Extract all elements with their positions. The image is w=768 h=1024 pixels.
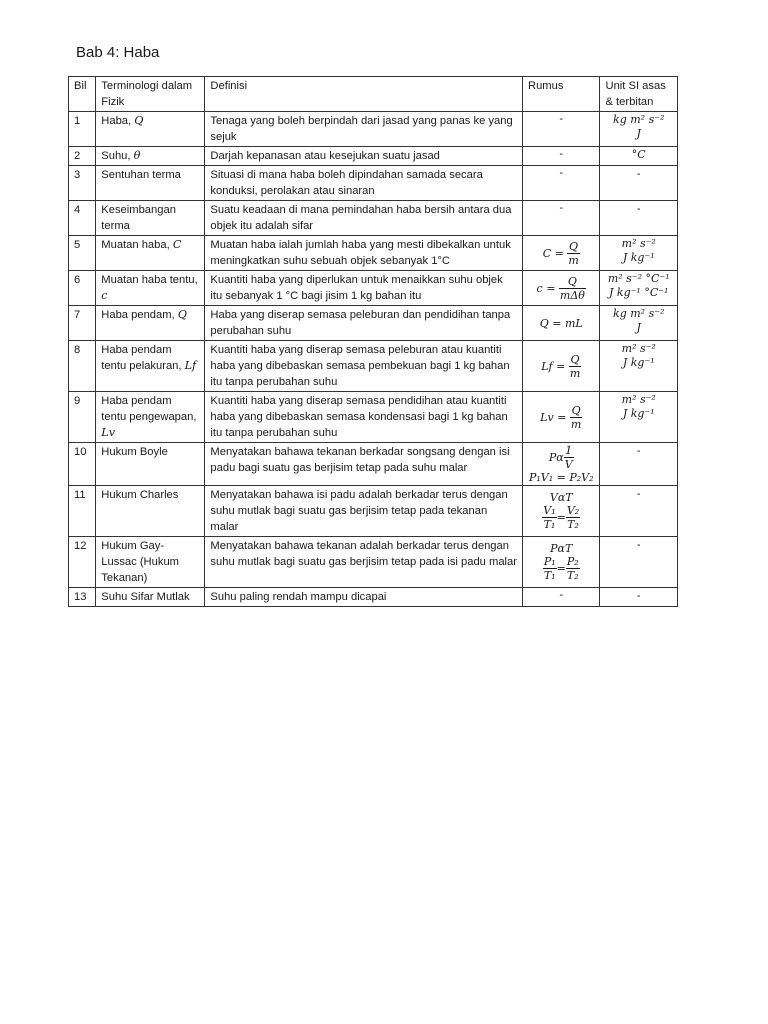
row-formula (523, 271, 600, 306)
header-term: Terminologi dalam Fizik (96, 77, 205, 112)
fraction (564, 444, 574, 471)
fraction-numerator: Q (559, 275, 586, 289)
fraction-denominator: m (569, 366, 581, 380)
term-text: Haba pendam tentu pelakuran, (101, 344, 185, 372)
formula-line (528, 444, 594, 471)
table-row (69, 443, 678, 486)
header-def: Definisi (205, 77, 523, 112)
fraction-denominator: T₂ (566, 569, 579, 582)
fraction-numerator: V₂ (566, 504, 580, 517)
fraction (566, 555, 580, 582)
unit-line: - (636, 445, 641, 457)
fraction-numerator: Q (570, 352, 580, 366)
term-text: Haba pendam tentu pengewapan, (101, 395, 197, 423)
term-symbol: θ (133, 149, 141, 162)
row-unit (600, 486, 678, 537)
term-symbol: Q (134, 114, 144, 127)
row-unit (600, 537, 678, 588)
term-text: Haba pendam, (101, 309, 178, 321)
fraction (542, 504, 556, 531)
unit-line: - (636, 203, 641, 215)
row-definition: Tenaga yang boleh berpindah dari jasad yang panas ke yang sejuk (205, 112, 523, 147)
header-unit: Unit SI asas & terbitan (600, 77, 678, 112)
row-definition: Kuantiti haba yang diperlukan untuk menaikkan suhu objek itu sebanyak 1 °C bagi jisim 1 kg bahan itu (205, 271, 523, 306)
unit-line: J (636, 127, 641, 140)
row-term (96, 112, 205, 147)
fraction (559, 275, 586, 302)
row-term (96, 236, 205, 271)
row-number: 13 (69, 588, 96, 607)
table-row (69, 341, 678, 392)
term-text: Muatan haba, (101, 239, 173, 251)
row-term (96, 201, 205, 236)
row-formula (523, 537, 600, 588)
row-formula: Q = mL (523, 306, 600, 341)
row-term (96, 166, 205, 201)
unit-line: J kg⁻¹ °C⁻¹ (609, 286, 669, 299)
row-definition: Haba yang diserap semasa peleburan dan pendidihan tanpa perubahan suhu (205, 306, 523, 341)
term-symbol: Lf (184, 359, 197, 372)
row-formula: - (523, 166, 600, 201)
unit-line: - (636, 168, 641, 180)
row-unit (600, 392, 678, 443)
fraction (566, 504, 580, 531)
table-row (69, 271, 678, 306)
unit-line: - (636, 488, 641, 500)
fraction-numerator: P₁ (543, 555, 556, 568)
term-text: Keseimbangan terma (101, 204, 176, 232)
fraction-numerator: Q (571, 403, 581, 417)
fraction (567, 240, 579, 267)
table-row (69, 306, 678, 341)
row-unit (600, 236, 678, 271)
fraction (543, 555, 557, 582)
formula-line: P₁V₁ = P₂V₂ (528, 471, 594, 484)
table-row (69, 236, 678, 271)
row-formula: - (523, 588, 600, 607)
table-row (69, 537, 678, 588)
row-unit (600, 166, 678, 201)
page-title: Bab 4: Haba (76, 44, 160, 61)
unit-line: kg m² s⁻² (613, 307, 665, 320)
formula-lhs: Pα (548, 451, 564, 464)
row-definition: Situasi di mana haba boleh dipindahan samada secara konduksi, perolakan atau sinaran (205, 166, 523, 201)
unit-line: m² s⁻² °C⁻¹ (607, 272, 670, 285)
unit-line: m² s⁻² (621, 237, 656, 250)
row-formula (523, 392, 600, 443)
unit-line: J kg⁻¹ (622, 251, 655, 264)
row-number: 10 (69, 443, 96, 486)
row-formula: - (523, 147, 600, 166)
row-definition: Darjah kepanasan atau kesejukan suatu jasad (205, 147, 523, 166)
row-number: 8 (69, 341, 96, 392)
header-bil: Bil (69, 77, 96, 112)
row-unit (600, 201, 678, 236)
formula-lhs: Lf = (541, 359, 569, 373)
heat-terminology-table (68, 76, 678, 607)
header-rumus: Rumus (523, 77, 600, 112)
term-symbol: Lv (101, 426, 116, 439)
unit-line: J kg⁻¹ (622, 407, 655, 420)
row-formula (523, 486, 600, 537)
row-definition: Menyatakan bahawa tekanan berkadar songsang dengan isi padu bagi suatu gas berjisim tetap pada suhu malar (205, 443, 523, 486)
row-formula: - (523, 112, 600, 147)
table-row (69, 166, 678, 201)
row-number: 9 (69, 392, 96, 443)
row-number: 7 (69, 306, 96, 341)
formula-lhs: c = (536, 281, 559, 295)
table-row (69, 588, 678, 607)
row-formula: - (523, 201, 600, 236)
fraction-numerator: Q (569, 239, 579, 253)
table-row (69, 392, 678, 443)
table-row (69, 201, 678, 236)
term-text: Suhu Sifar Mutlak (101, 591, 190, 603)
row-number: 2 (69, 147, 96, 166)
formula-line (528, 555, 594, 582)
row-unit (600, 306, 678, 341)
row-definition: Kuantiti haba yang diserap semasa pendidihan atau kuantiti haba yang dibebaskan semasa kondensasi bagi 1 kg bahan itu tanpa perubahan suhu (205, 392, 523, 443)
unit-line: kg m² s⁻² (613, 113, 665, 126)
table-row (69, 112, 678, 147)
row-term (96, 443, 205, 486)
row-unit (600, 112, 678, 147)
fraction-denominator: mΔθ (559, 288, 585, 302)
formula-line: VαT (549, 491, 573, 504)
fraction-denominator: T₁ (543, 518, 556, 531)
row-formula (523, 236, 600, 271)
unit-line: J kg⁻¹ (622, 356, 655, 369)
row-term (96, 271, 205, 306)
term-symbol: Q (177, 308, 187, 321)
row-number: 3 (69, 166, 96, 201)
row-term (96, 341, 205, 392)
row-term (96, 486, 205, 537)
fraction-denominator: m (570, 417, 582, 431)
row-definition: Menyatakan bahawa tekanan adalah berkadar terus dengan suhu mutlak bagi suatu gas berjisim tetap pada isi padu malar (205, 537, 523, 588)
unit-line: m² s⁻² (621, 393, 656, 406)
term-text: Hukum Boyle (101, 446, 168, 458)
term-text: Hukum Gay-Lussac (Hukum Tekanan) (101, 540, 179, 584)
unit-line: °C (631, 148, 646, 161)
row-unit (600, 341, 678, 392)
row-definition: Suhu paling rendah mampu dicapai (205, 588, 523, 607)
row-unit (600, 443, 678, 486)
row-unit (600, 147, 678, 166)
fraction-denominator: m (568, 253, 579, 267)
unit-line: J (636, 321, 641, 334)
term-text: Haba, (101, 115, 135, 127)
unit-line: m² s⁻² (621, 342, 656, 355)
row-term (96, 147, 205, 166)
row-definition: Suatu keadaan di mana pemindahan haba bersih antara dua objek itu adalah sifar (205, 201, 523, 236)
formula-equals: = (556, 562, 566, 575)
fraction (569, 353, 581, 380)
row-unit (600, 271, 678, 306)
row-number: 11 (69, 486, 96, 537)
fraction-numerator: P₂ (566, 555, 579, 568)
formula-lhs: Lv = (540, 410, 570, 424)
fraction-denominator: T₁ (543, 569, 556, 582)
row-definition: Menyatakan bahawa isi padu adalah berkadar terus dengan suhu mutlak bagi suatu gas berjisim tetap pada tekanan malar (205, 486, 523, 537)
term-text: Muatan haba tentu, (101, 274, 198, 286)
unit-line: - (636, 590, 641, 602)
fraction-denominator: V (564, 458, 573, 471)
formula-line: PαT (550, 542, 573, 555)
row-term (96, 306, 205, 341)
fraction-numerator: 1 (565, 444, 573, 457)
row-unit (600, 588, 678, 607)
row-term (96, 588, 205, 607)
row-formula (523, 443, 600, 486)
term-text: Hukum Charles (101, 489, 179, 501)
row-number: 6 (69, 271, 96, 306)
fraction-denominator: T₂ (567, 518, 579, 531)
row-definition: Kuantiti haba yang diserap semasa peleburan atau kuantiti haba yang dibebaskan semasa pembekuan bagi 1 kg bahan itu tanpa perubahan suhu (205, 341, 523, 392)
fraction-numerator: V₁ (543, 504, 556, 517)
formula-lhs: C = (542, 246, 568, 260)
row-definition: Muatan haba ialah jumlah haba yang mesti dibekalkan untuk meningkatkan suhu sebuah objek sebanyak 1°C (205, 236, 523, 271)
table-row (69, 486, 678, 537)
table-row (69, 147, 678, 166)
formula-equals: = (556, 511, 566, 524)
row-number: 1 (69, 112, 96, 147)
row-number: 5 (69, 236, 96, 271)
row-term (96, 392, 205, 443)
row-term (96, 537, 205, 588)
row-formula (523, 341, 600, 392)
row-number: 12 (69, 537, 96, 588)
table-header-row (69, 77, 678, 112)
unit-line: - (636, 539, 641, 551)
term-text: Suhu, (101, 150, 134, 162)
fraction (570, 404, 582, 431)
formula-line (528, 504, 594, 531)
term-text: Sentuhan terma (101, 169, 181, 181)
row-number: 4 (69, 201, 96, 236)
term-symbol: c (101, 289, 108, 302)
term-symbol: C (172, 238, 182, 251)
